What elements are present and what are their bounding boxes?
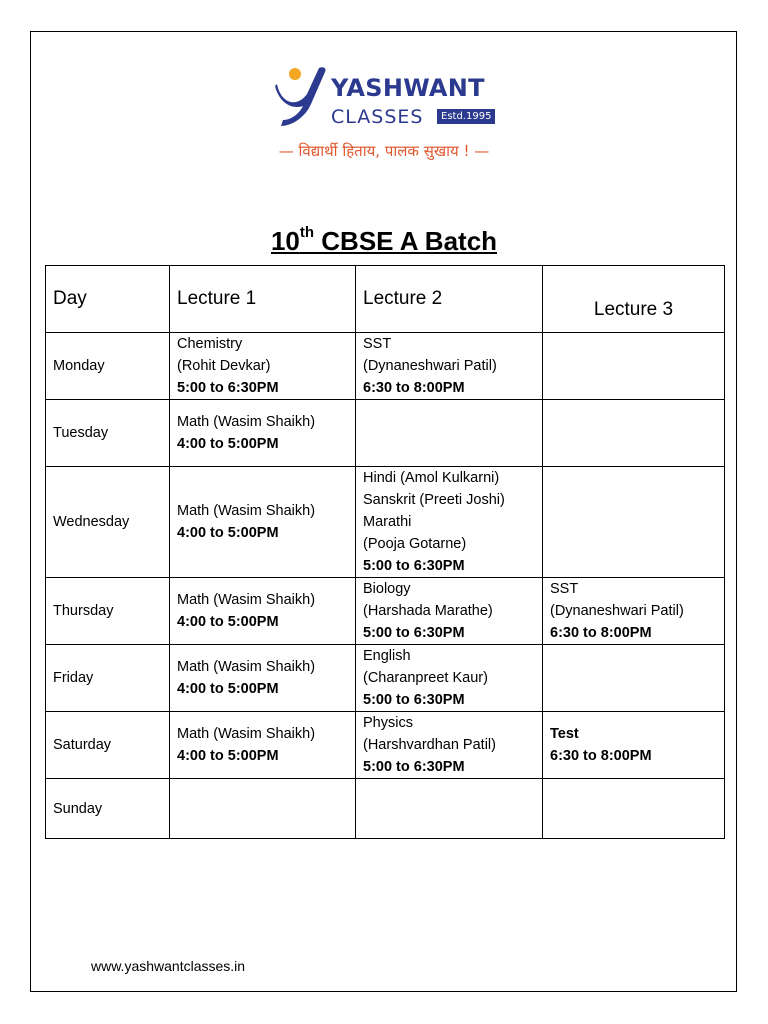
lecture-text: Math (Wasim Shaikh) <box>177 414 316 430</box>
table-row <box>46 333 725 400</box>
time-slot: 4:00 to 5:00PM <box>177 436 279 452</box>
lecture-1-cell <box>170 400 356 467</box>
lecture-3-cell <box>543 712 725 779</box>
day-cell: Sunday <box>46 779 170 839</box>
lecture-text: Math (Wasim Shaikh) <box>177 503 316 519</box>
lecture-2-cell <box>356 400 543 467</box>
lecture-2-cell <box>356 645 543 712</box>
estd-badge: Estd.1995 <box>437 109 495 124</box>
lecture-text: (Pooja Gotarne) <box>363 536 467 552</box>
day-cell: Thursday <box>46 578 170 645</box>
time-slot: 6:30 to 8:00PM <box>363 380 465 396</box>
lecture-text: (Charanpreet Kaur) <box>363 670 488 686</box>
brand-subtitle: CLASSES <box>331 106 424 128</box>
time-slot: 4:00 to 5:00PM <box>177 748 279 764</box>
page-title <box>0 226 768 257</box>
lecture-text: Chemistry <box>177 336 243 352</box>
time-slot: 6:30 to 8:00PM <box>550 748 652 764</box>
day-cell: Monday <box>46 333 170 400</box>
lecture-text: (Dynaneshwari Patil) <box>550 603 684 619</box>
lecture-3-cell <box>543 779 725 839</box>
lecture-text: Math (Wasim Shaikh) <box>177 659 316 675</box>
lecture-text: (Rohit Devkar) <box>177 358 271 374</box>
lecture-text: (Dynaneshwari Patil) <box>363 358 497 374</box>
lecture-3-cell <box>543 645 725 712</box>
day-cell: Tuesday <box>46 400 170 467</box>
time-slot: 4:00 to 5:00PM <box>177 614 279 630</box>
lecture-text: Physics <box>363 715 413 731</box>
day-cell: Wednesday <box>46 467 170 578</box>
brand-name: YASHWANT <box>331 74 485 102</box>
lecture-text: SST <box>363 336 392 352</box>
brand-tagline: — विद्यार्थी हिताय, पालक सुखाय ! — <box>278 142 490 160</box>
lecture-3-cell <box>543 333 725 400</box>
time-slot: 5:00 to 6:30PM <box>363 558 465 574</box>
table-row <box>46 467 725 578</box>
table-row <box>46 779 725 839</box>
title-rest: CBSE A Batch <box>314 226 498 256</box>
lecture-3-cell <box>543 400 725 467</box>
schedule-table <box>45 265 725 839</box>
header-lecture-3: Lecture 3 <box>543 266 725 333</box>
lecture-text: SST <box>550 581 579 597</box>
day-cell: Saturday <box>46 712 170 779</box>
lecture-2-cell <box>356 578 543 645</box>
title-superscript: th <box>299 224 315 241</box>
table-header-row <box>46 266 725 333</box>
title-number: 10 <box>270 226 300 256</box>
lecture-1-cell <box>170 578 356 645</box>
lecture-1-cell <box>170 467 356 578</box>
lecture-text: Math (Wasim Shaikh) <box>177 592 316 608</box>
brand-logo <box>273 64 503 130</box>
time-slot: 4:00 to 5:00PM <box>177 525 279 541</box>
table-row <box>46 645 725 712</box>
time-slot: 5:00 to 6:30PM <box>177 380 279 396</box>
day-cell: Friday <box>46 645 170 712</box>
lecture-text: (Harshada Marathe) <box>363 603 493 619</box>
lecture-1-cell <box>170 712 356 779</box>
lecture-2-cell <box>356 467 543 578</box>
lecture-text: Hindi (Amol Kulkarni) <box>363 470 500 486</box>
schedule-body <box>46 333 725 839</box>
table-row <box>46 578 725 645</box>
lecture-2-cell <box>356 712 543 779</box>
table-row <box>46 712 725 779</box>
header-day: Day <box>46 266 170 333</box>
yashwant-y-logo-icon <box>273 64 329 128</box>
lecture-1-cell <box>170 333 356 400</box>
lecture-text: English <box>363 648 411 664</box>
lecture-text: Biology <box>363 581 411 597</box>
lecture-3-cell <box>543 578 725 645</box>
header-lecture-1: Lecture 1 <box>170 266 356 333</box>
table-row <box>46 400 725 467</box>
time-slot: 5:00 to 6:30PM <box>363 625 465 641</box>
lecture-text: Math (Wasim Shaikh) <box>177 726 316 742</box>
time-slot: 5:00 to 6:30PM <box>363 692 465 708</box>
lecture-2-cell <box>356 779 543 839</box>
lecture-text: Test <box>550 726 579 742</box>
lecture-text: Sanskrit (Preeti Joshi) <box>363 492 505 508</box>
lecture-1-cell <box>170 645 356 712</box>
header-lecture-2: Lecture 2 <box>356 266 543 333</box>
lecture-text: Marathi <box>363 514 412 530</box>
lecture-1-cell <box>170 779 356 839</box>
time-slot: 5:00 to 6:30PM <box>363 759 465 775</box>
lecture-text: (Harshvardhan Patil) <box>363 737 496 753</box>
time-slot: 6:30 to 8:00PM <box>550 625 652 641</box>
lecture-2-cell <box>356 333 543 400</box>
website-footer: www.yashwantclasses.in <box>91 958 246 974</box>
time-slot: 4:00 to 5:00PM <box>177 681 279 697</box>
lecture-3-cell <box>543 467 725 578</box>
